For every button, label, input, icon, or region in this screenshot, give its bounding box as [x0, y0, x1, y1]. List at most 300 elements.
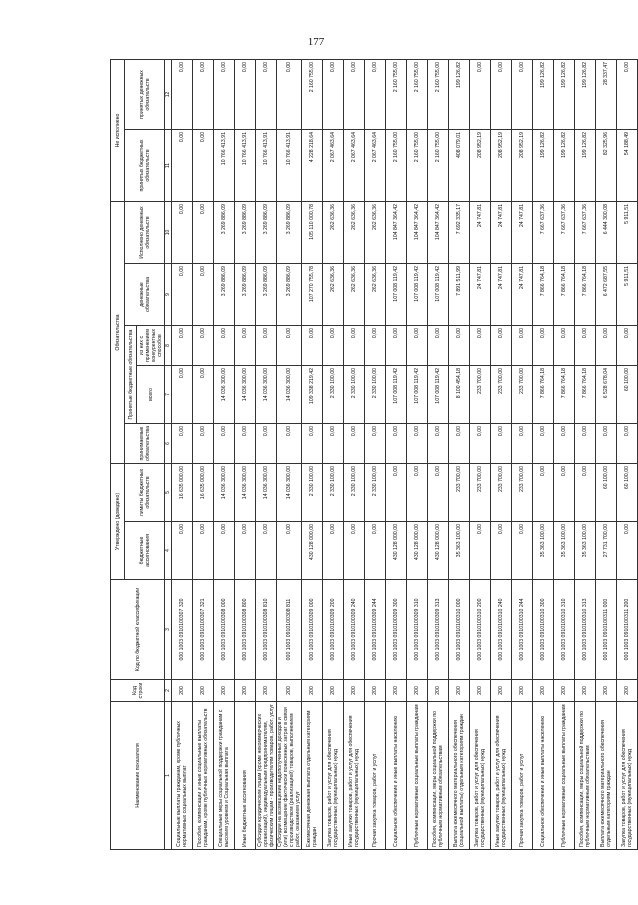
row-value-cell: 262 636,36 — [323, 264, 344, 326]
row-value-cell: 107 008 119,42 — [407, 264, 428, 326]
row-value-cell: 0,00 — [428, 424, 449, 464]
row-value-cell: 0,00 — [214, 522, 235, 580]
row-value-cell: 208 952,19 — [491, 130, 512, 202]
row-value-cell: 35 363 100,00 — [554, 522, 575, 580]
row-value-cell: 0,00 — [407, 424, 428, 464]
row-budget-code-cell: 000 1003 0910100309 240 — [344, 580, 365, 680]
row-value-cell: 2 330 100,00 — [344, 464, 365, 522]
row-value-cell: 0,00 — [172, 424, 193, 464]
row-value-cell: 0,00 — [386, 464, 407, 522]
row-name-cell: Ежемесячная денежная выплата отдельным категориям граждан — [302, 702, 323, 850]
row-value-cell: 0,00 — [193, 366, 214, 424]
row-value-cell: 0,00 — [256, 326, 277, 366]
row-name-cell: Закупка товаров, работ и услуг для обеспечения государственных (муниципальных) нужд — [470, 702, 491, 850]
row-value-cell: 2 330 100,00 — [323, 366, 344, 424]
row-value-cell: 233 700,00 — [470, 366, 491, 424]
row-value-cell: 54 188,49 — [617, 130, 638, 202]
row-value-cell: 208 952,19 — [512, 130, 533, 202]
row-value-cell: 107 008 119,42 — [407, 366, 428, 424]
row-value-cell: 7 866 764,18 — [575, 264, 596, 326]
row-value-cell: 24 747,81 — [512, 264, 533, 326]
row-line-code-cell: 200 — [302, 680, 323, 702]
row-value-cell: 105 110 000,78 — [302, 202, 323, 264]
row-value-cell: 199 126,82 — [554, 130, 575, 202]
table-row — [235, 59, 256, 849]
table-row — [428, 59, 449, 849]
row-value-cell: 7 866 764,18 — [575, 366, 596, 424]
table-row — [554, 59, 575, 849]
table-row — [470, 59, 491, 849]
row-line-code-cell: 200 — [256, 680, 277, 702]
row-value-cell: 10 766 413,91 — [277, 130, 302, 202]
row-value-cell: 233 700,00 — [491, 464, 512, 522]
table-row — [277, 59, 302, 849]
row-value-cell: 0,00 — [235, 522, 256, 580]
row-value-cell: 2 160 755,00 — [428, 59, 449, 129]
row-value-cell: 208 952,19 — [470, 130, 491, 202]
row-value-cell: 262 636,36 — [365, 264, 386, 326]
row-value-cell: 0,00 — [235, 59, 256, 129]
row-value-cell: 0,00 — [193, 59, 214, 129]
row-value-cell: 14 036 300,00 — [214, 464, 235, 522]
column-number: 10 — [165, 202, 172, 264]
row-name-cell: Закупка товаров, работ и услуг для обеспечения государственных (муниципальных) нужд — [617, 702, 638, 850]
row-value-cell: 10 766 413,91 — [214, 130, 235, 202]
row-value-cell: 6 528 678,04 — [596, 366, 617, 424]
row-value-cell: 2 330 100,00 — [365, 366, 386, 424]
row-value-cell: 3 269 886,09 — [277, 202, 302, 264]
row-value-cell: 3 269 886,09 — [214, 202, 235, 264]
row-value-cell: 3 269 886,09 — [256, 202, 277, 264]
row-value-cell: 0,00 — [256, 522, 277, 580]
row-name-cell: Субсидии на возмещение недополученных доходов и (или) возмещение фактически понесенных затрат в связи с производством (реализацией) товаров, выполнением работ, оказанием услуг — [277, 702, 302, 850]
row-value-cell: 0,00 — [323, 424, 344, 464]
row-value-cell: 109 338 219,42 — [302, 366, 323, 424]
row-value-cell: 0,00 — [575, 326, 596, 366]
row-value-cell: 0,00 — [617, 326, 638, 366]
row-budget-code-cell: 000 1003 0910100308 000 — [214, 580, 235, 680]
row-value-cell: 2 160 755,00 — [386, 130, 407, 202]
row-budget-code-cell: 000 1003 0910100310 300 — [533, 580, 554, 680]
row-line-code-cell: 200 — [172, 680, 193, 702]
row-value-cell: 0,00 — [172, 326, 193, 366]
header-total: всего — [137, 366, 165, 424]
row-value-cell: 0,00 — [596, 424, 617, 464]
row-line-code-cell: 200 — [193, 680, 214, 702]
row-value-cell: 2 067 463,64 — [365, 130, 386, 202]
row-value-cell: 0,00 — [172, 366, 193, 424]
column-number: 6 — [165, 424, 172, 464]
row-value-cell: 10 766 413,91 — [235, 130, 256, 202]
row-line-code-cell: 200 — [323, 680, 344, 702]
table-row — [193, 59, 214, 849]
row-name-cell: Публичные нормативные социальные выплаты гражданам — [407, 702, 428, 850]
row-value-cell: 0,00 — [491, 59, 512, 129]
row-value-cell: 0,00 — [491, 522, 512, 580]
row-value-cell: 0,00 — [344, 424, 365, 464]
row-value-cell: 0,00 — [554, 326, 575, 366]
row-value-cell: 0,00 — [214, 424, 235, 464]
row-budget-code-cell: 000 1003 0910100309 200 — [323, 580, 344, 680]
row-value-cell: 0,00 — [193, 264, 214, 326]
row-value-cell: 2 067 463,64 — [323, 130, 344, 202]
header-name: Наименование показателя — [111, 702, 165, 850]
row-value-cell: 5 911,51 — [617, 202, 638, 264]
row-value-cell: 104 847 364,42 — [386, 202, 407, 264]
column-number: 8 — [165, 326, 172, 366]
row-name-cell: Пособия, компенсации, меры социальной поддержки по публичным нормативным обязательствам — [575, 702, 596, 850]
row-line-code-cell: 200 — [449, 680, 470, 702]
row-value-cell: 0,00 — [172, 264, 193, 326]
row-value-cell: 0,00 — [193, 130, 214, 202]
row-value-cell: 7 866 764,18 — [533, 366, 554, 424]
row-value-cell: 233 700,00 — [470, 464, 491, 522]
column-number: 9 — [165, 264, 172, 326]
row-value-cell: 35 363 100,00 — [575, 522, 596, 580]
budget-execution-table — [110, 59, 638, 850]
row-line-code-cell: 200 — [512, 680, 533, 702]
row-value-cell: 24 747,81 — [470, 202, 491, 264]
table-row — [491, 59, 512, 849]
row-line-code-cell: 200 — [386, 680, 407, 702]
row-value-cell: 0,00 — [302, 326, 323, 366]
row-value-cell: 0,00 — [470, 424, 491, 464]
table-row — [302, 59, 323, 849]
row-budget-code-cell: 000 1003 0910100309 000 — [302, 580, 323, 680]
row-budget-code-cell: 000 1003 0910100309 310 — [407, 580, 428, 680]
row-value-cell: 0,00 — [365, 522, 386, 580]
row-value-cell: 0,00 — [172, 130, 193, 202]
row-budget-code-cell: 000 1003 0910100310 244 — [512, 580, 533, 680]
row-value-cell: 0,00 — [386, 326, 407, 366]
row-budget-code-cell: 000 1003 0910100310 310 — [554, 580, 575, 680]
header-approved: Утверждено (доведено) — [111, 464, 125, 580]
row-value-cell: 0,00 — [617, 424, 638, 464]
row-value-cell: 0,00 — [277, 424, 302, 464]
row-value-cell: 24 747,81 — [491, 264, 512, 326]
row-line-code-cell: 200 — [277, 680, 302, 702]
table-container — [110, 60, 633, 850]
row-value-cell: 14 036 300,00 — [256, 366, 277, 424]
row-name-cell: Специальные меры социальной поддержки гражданам с высоким уровнем и Социальная выплата — [214, 702, 235, 850]
row-value-cell: 0,00 — [533, 326, 554, 366]
row-value-cell: 16 635 000,00 — [193, 464, 214, 522]
row-name-cell: Иные закупки товаров, работ и услуг для обеспечения государственных (муниципальных) нужд — [491, 702, 512, 850]
row-value-cell: 0,00 — [470, 326, 491, 366]
row-value-cell: 107 008 119,42 — [428, 366, 449, 424]
row-value-cell: 7 667 637,36 — [554, 202, 575, 264]
row-value-cell: 0,00 — [172, 522, 193, 580]
row-value-cell: 2 067 463,64 — [344, 130, 365, 202]
row-value-cell: 0,00 — [449, 424, 470, 464]
rotated-table-area — [110, 60, 633, 850]
row-line-code-cell: 200 — [491, 680, 512, 702]
row-value-cell: 3 269 886,09 — [235, 202, 256, 264]
row-value-cell: 199 126,82 — [533, 130, 554, 202]
table-row — [533, 59, 554, 849]
row-value-cell: 0,00 — [491, 424, 512, 464]
header-not-executed: Не исполнено — [111, 59, 125, 201]
row-value-cell: 14 036 300,00 — [235, 366, 256, 424]
row-value-cell: 0,00 — [617, 522, 638, 580]
row-value-cell: 0,00 — [193, 202, 214, 264]
row-value-cell: 24 747,81 — [491, 202, 512, 264]
row-value-cell: 0,00 — [365, 424, 386, 464]
row-budget-code-cell: 000 1003 0910100308 811 — [277, 580, 302, 680]
row-budget-code-cell: 000 1003 0910100307 320 — [172, 580, 193, 680]
row-value-cell: 0,00 — [575, 424, 596, 464]
row-value-cell: 6 472 687,55 — [596, 264, 617, 326]
column-number: 2 — [165, 680, 172, 702]
row-value-cell: 104 847 364,42 — [407, 202, 428, 264]
row-line-code-cell: 200 — [214, 680, 235, 702]
row-value-cell: 6 444 300,08 — [596, 202, 617, 264]
row-value-cell: 0,00 — [554, 424, 575, 464]
table-row — [214, 59, 235, 849]
row-value-cell: 430 128 000,00 — [428, 522, 449, 580]
page-number: 177 — [307, 36, 325, 48]
row-budget-code-cell: 000 1003 0910100310 200 — [470, 580, 491, 680]
row-value-cell: 2 160 755,00 — [428, 130, 449, 202]
header-obligations: Обязательства — [111, 202, 125, 464]
row-value-cell: 0,00 — [512, 59, 533, 129]
row-value-cell: 14 036 300,00 — [214, 366, 235, 424]
row-name-cell: Социальное обеспечение и иные выплаты населению — [386, 702, 407, 850]
row-budget-code-cell: 000 1003 0910100308 800 — [235, 580, 256, 680]
row-value-cell: 233 700,00 — [491, 366, 512, 424]
row-budget-code-cell: 000 1003 0910100307 321 — [193, 580, 214, 680]
row-line-code-cell: 200 — [407, 680, 428, 702]
row-value-cell: 0,00 — [277, 59, 302, 129]
row-value-cell: 0,00 — [491, 326, 512, 366]
column-number: 11 — [165, 130, 172, 202]
header-line-code: Код строки — [111, 680, 165, 702]
row-line-code-cell: 200 — [470, 680, 491, 702]
table-row — [256, 59, 277, 849]
row-value-cell: 107 008 119,42 — [386, 366, 407, 424]
row-value-cell: 7 866 764,18 — [554, 264, 575, 326]
row-value-cell: 0,00 — [235, 424, 256, 464]
row-name-cell: Иные закупки товаров, работ и услуг для обеспечения государственных (муниципальных) нужд — [344, 702, 365, 850]
row-value-cell: 0,00 — [512, 326, 533, 366]
row-value-cell: 60 100,00 — [617, 464, 638, 522]
row-value-cell: 2 330 100,00 — [365, 464, 386, 522]
row-value-cell: 0,00 — [470, 522, 491, 580]
table-header — [111, 59, 172, 849]
row-value-cell: 27 731 700,00 — [596, 522, 617, 580]
row-line-code-cell: 200 — [533, 680, 554, 702]
row-value-cell: 0,00 — [365, 59, 386, 129]
header-budget-code: Код по бюджетной классификации — [111, 580, 165, 680]
row-value-cell: 0,00 — [512, 424, 533, 464]
row-value-cell: 2 160 755,00 — [407, 59, 428, 129]
row-value-cell: 199 126,82 — [554, 59, 575, 129]
row-name-cell: Прочая закупка товаров, работ и услуг — [512, 702, 533, 850]
row-name-cell: Социальные выплаты гражданам, кроме публичных нормативных социальных выплат — [172, 702, 193, 850]
row-value-cell: 0,00 — [428, 326, 449, 366]
row-value-cell: 7 667 637,36 — [533, 202, 554, 264]
row-budget-code-cell: 000 1003 0910100311 200 — [617, 580, 638, 680]
row-budget-code-cell: 000 1003 0910100309 244 — [365, 580, 386, 680]
row-value-cell: 0,00 — [449, 326, 470, 366]
row-value-cell: 0,00 — [323, 59, 344, 129]
row-value-cell: 35 363 100,00 — [449, 522, 470, 580]
row-value-cell: 60 100,00 — [617, 366, 638, 424]
header-accepted: принимаемые обязательства — [125, 424, 165, 464]
row-value-cell: 0,00 — [596, 326, 617, 366]
table-row — [407, 59, 428, 849]
header-budget-assignments: бюджетные ассигнования — [125, 522, 165, 580]
row-line-code-cell: 200 — [596, 680, 617, 702]
row-name-cell: Пособия, компенсации и иные социальные выплаты гражданам, кроме публичных нормативных обязательств — [193, 702, 214, 850]
row-value-cell: 233 700,00 — [512, 464, 533, 522]
table-row — [386, 59, 407, 849]
row-line-code-cell: 200 — [428, 680, 449, 702]
row-value-cell: 0,00 — [277, 522, 302, 580]
table-body — [172, 59, 638, 849]
row-value-cell: 0,00 — [277, 326, 302, 366]
row-value-cell: 0,00 — [428, 464, 449, 522]
row-value-cell: 8 100 454,18 — [449, 366, 470, 424]
row-name-cell: Иные бюджетные ассигнования — [235, 702, 256, 850]
row-value-cell: 199 126,82 — [533, 59, 554, 129]
row-line-code-cell: 200 — [344, 680, 365, 702]
row-value-cell: 0,00 — [172, 202, 193, 264]
row-value-cell: 0,00 — [193, 522, 214, 580]
row-value-cell: 2 330 100,00 — [344, 366, 365, 424]
row-value-cell: 0,00 — [554, 464, 575, 522]
row-value-cell: 233 700,00 — [512, 366, 533, 424]
row-value-cell: 0,00 — [323, 326, 344, 366]
row-value-cell: 408 079,01 — [449, 130, 470, 202]
row-value-cell: 107 270 755,78 — [302, 264, 323, 326]
row-budget-code-cell: 000 1003 0910100311 000 — [596, 580, 617, 680]
table-row — [344, 59, 365, 849]
header-limits: лимиты бюджетных обязательств — [125, 464, 165, 522]
row-value-cell: 0,00 — [407, 464, 428, 522]
row-value-cell: 0,00 — [193, 326, 214, 366]
row-value-cell: 107 008 119,42 — [428, 264, 449, 326]
row-value-cell: 262 636,36 — [323, 202, 344, 264]
row-value-cell: 199 126,82 — [449, 59, 470, 129]
row-value-cell: 7 866 764,18 — [533, 264, 554, 326]
row-value-cell: 0,00 — [533, 464, 554, 522]
row-value-cell: 24 747,81 — [512, 202, 533, 264]
row-value-cell: 7 692 335,17 — [449, 202, 470, 264]
row-value-cell: 0,00 — [344, 326, 365, 366]
table-row — [596, 59, 617, 849]
row-value-cell: 14 036 300,00 — [235, 464, 256, 522]
row-value-cell: 0,00 — [256, 424, 277, 464]
row-value-cell: 0,00 — [344, 59, 365, 129]
row-value-cell: 0,00 — [386, 424, 407, 464]
row-line-code-cell: 200 — [365, 680, 386, 702]
row-line-code-cell: 200 — [617, 680, 638, 702]
row-value-cell: 35 363 100,00 — [533, 522, 554, 580]
header-accepted-budget-obl: принятых бюджетных обязательств — [125, 130, 165, 202]
row-value-cell: 14 036 300,00 — [277, 464, 302, 522]
row-value-cell: 0,00 — [193, 424, 214, 464]
row-value-cell: 5 911,51 — [617, 264, 638, 326]
column-number: 7 — [165, 366, 172, 424]
row-value-cell: 60 100,00 — [596, 464, 617, 522]
table-row — [449, 59, 470, 849]
row-value-cell: 0,00 — [533, 424, 554, 464]
row-value-cell: 262 636,36 — [365, 202, 386, 264]
row-value-cell: 7 891 511,99 — [449, 264, 470, 326]
row-name-cell: Субсидии юридическим лицам (кроме некоммерческих организаций), индивидуальным предпринимателям, физическим лицам - производителям товаров, работ, услуг — [256, 702, 277, 850]
row-budget-code-cell: 000 1003 0910100310 240 — [491, 580, 512, 680]
row-value-cell: 16 635 000,00 — [172, 464, 193, 522]
row-name-cell: Социальное обеспечение и иные выплаты населению — [533, 702, 554, 850]
row-line-code-cell: 200 — [554, 680, 575, 702]
header-accepted-money-obl: принятых денежных обязательств — [125, 59, 165, 129]
row-value-cell: 0,00 — [575, 464, 596, 522]
row-name-cell: Прочая закупка товаров, работ и услуг — [365, 702, 386, 850]
row-budget-code-cell: 000 1003 0910100309 313 — [428, 580, 449, 680]
row-value-cell: 10 766 413,91 — [256, 130, 277, 202]
row-budget-code-cell: 000 1003 0910100310 313 — [575, 580, 596, 680]
row-value-cell: 430 128 000,00 — [386, 522, 407, 580]
row-value-cell: 199 126,82 — [575, 59, 596, 129]
row-value-cell: 4 228 218,64 — [302, 130, 323, 202]
row-budget-code-cell: 000 1003 0910100308 810 — [256, 580, 277, 680]
row-value-cell: 199 126,82 — [575, 130, 596, 202]
row-value-cell: 0,00 — [323, 522, 344, 580]
row-name-cell: Выплата ежемесячного материального обеспечения отдельным категориям граждан — [596, 702, 617, 850]
row-name-cell: Закупка товаров, работ и услуг для обеспечения государственных (муниципальных) нужд — [323, 702, 344, 850]
row-value-cell: 430 128 000,00 — [302, 522, 323, 580]
header-accepted-budget: Принятые бюджетные обязательства — [125, 326, 137, 424]
column-number: 1 — [165, 702, 172, 850]
table-row — [323, 59, 344, 849]
table-row — [617, 59, 638, 849]
row-budget-code-cell: 000 1003 0910100310 000 — [449, 580, 470, 680]
row-name-cell: Пособия, компенсации, меры социальной поддержки по публичным нормативным обязательствам — [428, 702, 449, 850]
row-value-cell: 3 269 886,09 — [256, 264, 277, 326]
header-executed: Исполнено денежных обязательств — [125, 202, 165, 264]
row-value-cell: 28 337,47 — [596, 59, 617, 129]
header-money-obligations: денежные обязательства — [125, 264, 165, 326]
row-value-cell: 0,00 — [512, 522, 533, 580]
row-value-cell: 82 325,96 — [596, 130, 617, 202]
row-value-cell: 262 636,36 — [344, 202, 365, 264]
row-value-cell: 7 667 637,36 — [575, 202, 596, 264]
row-value-cell: 7 866 764,18 — [554, 366, 575, 424]
row-value-cell: 2 160 755,00 — [386, 59, 407, 129]
row-value-cell: 2 160 755,00 — [302, 59, 323, 129]
row-value-cell: 2 330 100,00 — [323, 464, 344, 522]
table-row — [365, 59, 386, 849]
row-budget-code-cell: 000 1003 0910100309 300 — [386, 580, 407, 680]
row-value-cell: 0,00 — [407, 326, 428, 366]
column-numbers-row — [165, 59, 172, 849]
row-value-cell: 0,00 — [256, 59, 277, 129]
row-value-cell: 104 847 364,42 — [428, 202, 449, 264]
row-value-cell: 14 036 300,00 — [277, 366, 302, 424]
header-competitive: из них с применением конкурентных способов — [137, 326, 165, 366]
row-value-cell: 0,00 — [214, 59, 235, 129]
row-value-cell: 14 036 300,00 — [256, 464, 277, 522]
row-value-cell: 107 008 119,42 — [386, 264, 407, 326]
row-line-code-cell: 200 — [575, 680, 596, 702]
table-row — [172, 59, 193, 849]
row-value-cell: 0,00 — [365, 326, 386, 366]
row-value-cell: 0,00 — [214, 326, 235, 366]
row-value-cell: 430 128 000,00 — [407, 522, 428, 580]
column-number: 3 — [165, 580, 172, 680]
row-value-cell: 0,00 — [344, 522, 365, 580]
